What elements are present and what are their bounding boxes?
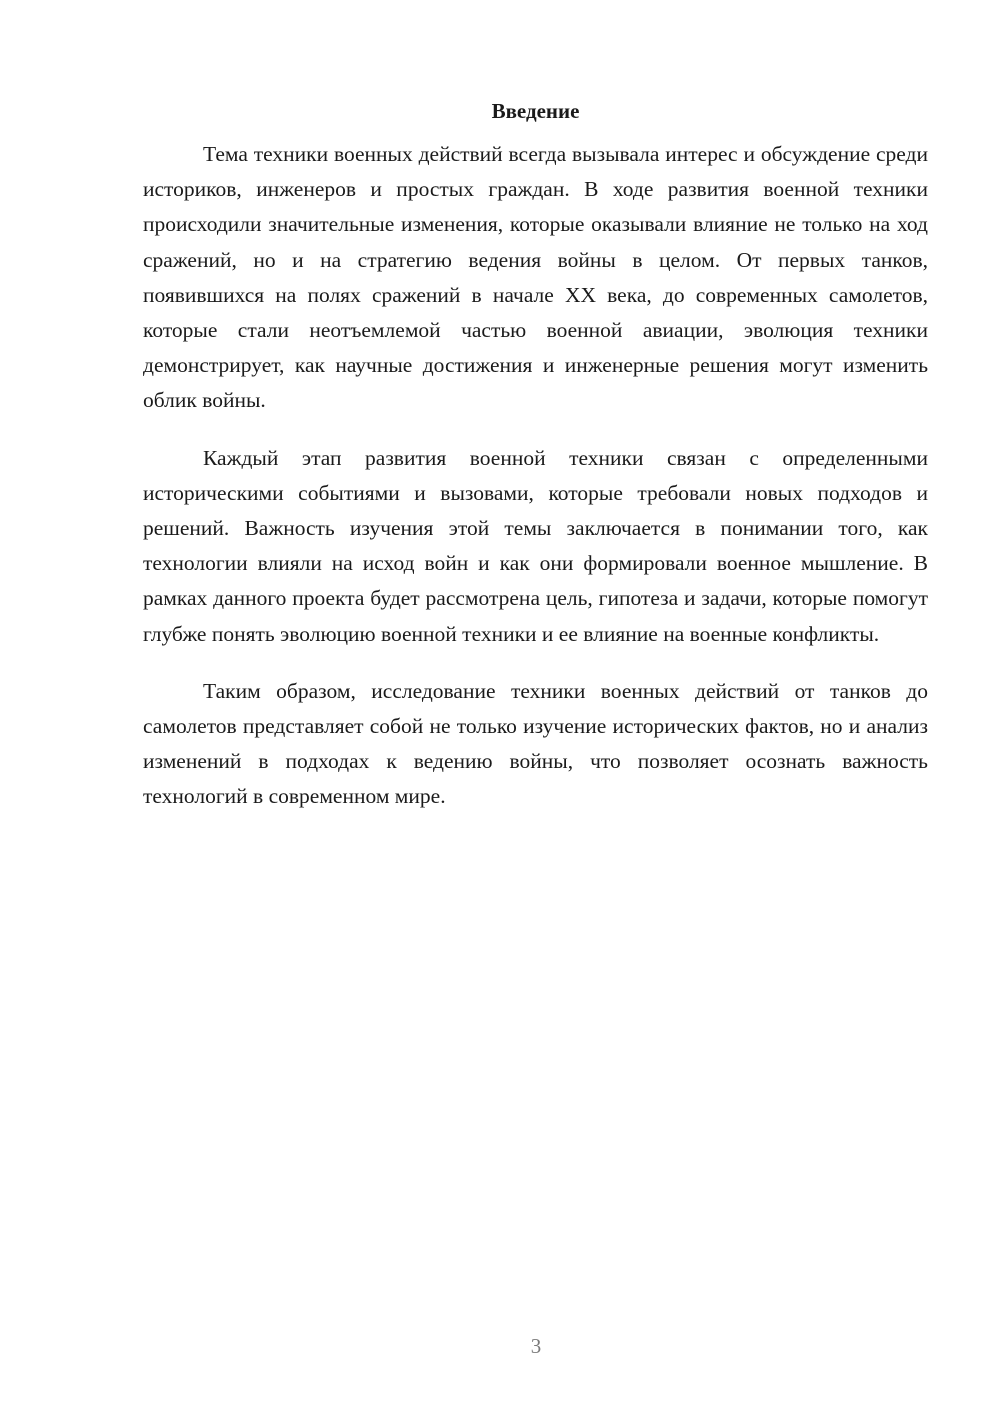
- section-heading: Введение: [491, 99, 580, 123]
- page-number: 3: [530, 1334, 542, 1358]
- page-body: [143, 98, 928, 815]
- paragraph-3: Таким образом, исследование техники военных действий от танков до самолетов представляет собой не только изучение исторических фактов, но и анализ изменений в подходах к ведению войны, что позволяет осознать важность технологий в современном мире.: [143, 678, 928, 809]
- paragraph-1: Тема техники военных действий всегда вызывала интерес и обсуждение среди историков, инженеров и простых граждан. В ходе развития военной техники происходили значительные изменения, которые оказывали влияние не только на ход сражений, но и на стратегию ведения войны в целом. От первых танков, появившихся на полях сражений в начале XX века, до современных самолетов, которые стали неотъемлемой частью военной авиации, эволюция техники демонстрирует, как научные достижения и инженерные решения могут изменить облик войны.: [143, 142, 928, 413]
- paragraph-2: Каждый этап развития военной техники связан с определенными историческими событиями и вызовами, которые требовали новых подходов и решений. Важность изучения этой темы заключается в понимании того, как технологии влияли на исход войн и как они формировали военное мышление. В рамках данного проекта будет рассмотрена цель, гипотеза и задачи, которые помогут глубже понять эволюцию военной техники и ее влияние на военные конфликты.: [143, 445, 928, 646]
